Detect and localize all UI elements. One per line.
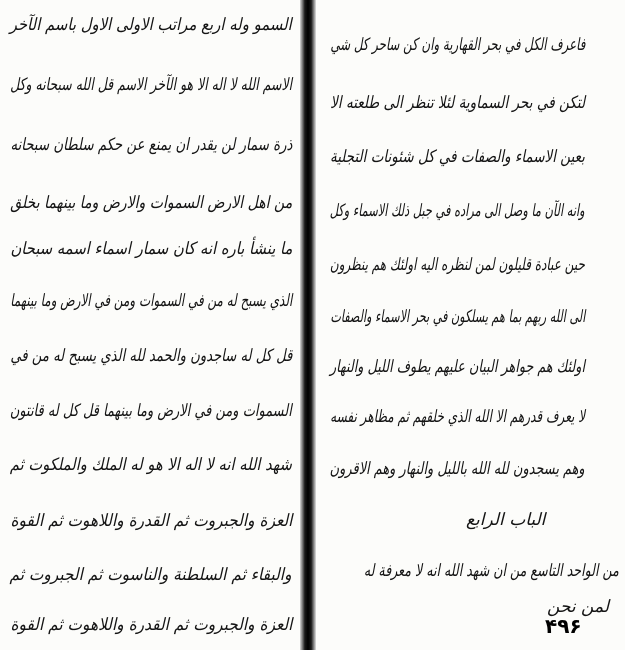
- chapter-heading: الباب الرابع: [466, 510, 546, 530]
- right-line-2: لتكن في بحر السماوية لئلا تنظر الى طلعته الا: [330, 93, 585, 113]
- right-line-1: فاعرف الكل في بحر القهارية وان كن ساحر كل شي: [330, 35, 585, 55]
- right-page: [316, 0, 625, 650]
- right-line-9: وهم يسجدون لله الله بالليل والنهار وهم الاقرون: [330, 459, 585, 479]
- right-closing-line-2: لمن نحن: [547, 597, 609, 617]
- left-line-11: والبقاء ثم السلطنة والناسوت ثم الجبروت ثم: [10, 565, 292, 585]
- left-line-8: السموات ومن في الارض وما بينهما قل كل له قانتون: [10, 401, 292, 421]
- left-line-3: ذرة سمار لن يقدر ان يمنع عن حكم سلطان سبحانه: [10, 135, 292, 155]
- left-line-1: السمو وله اربع مراتب الاولى الاول باسم الآخر: [10, 15, 292, 35]
- left-line-6: الذي يسبح له من في السموات ومن في الارض وما بينهما: [10, 291, 292, 311]
- right-line-5: حين عبادة قليلون لمن لنظره اليه اولئك هم ينظرون: [330, 255, 585, 275]
- right-closing-line-1: من الواحد التاسع من ان شهد الله انه لا معرفة له: [364, 561, 619, 581]
- right-line-6: الى الله ربهم بما هم يسلكون في بحر الاسماء والصفات: [330, 307, 585, 327]
- right-line-4: وانه الآن ما وصل الى مراده في جبل ذلك الاسماء وكل: [330, 201, 585, 221]
- left-line-5: ما ينشأ باره انه كان سمار اسماء اسمه سبحان: [10, 239, 292, 259]
- right-line-8: لا يعرف قدرهم الا الله الذي خلقهم ثم مظاهر نفسه: [330, 407, 585, 427]
- left-line-10: العزة والجبروت ثم القدرة واللاهوت ثم القوة: [10, 511, 292, 531]
- left-line-4: من اهل الارض السموات والارض وما بينهما بخلق: [10, 193, 292, 213]
- right-line-3: بعين الاسماء والصفات في كل شئونات التجلية: [330, 147, 585, 167]
- left-line-9: شهد الله انه لا اله الا هو له الملك والملكوت ثم: [10, 455, 292, 475]
- right-line-7: اولئك هم جواهر البيان عليهم يطوف الليل والنهار: [330, 357, 585, 377]
- left-line-12: العزة والجبروت ثم القدرة واللاهوت ثم القوة: [10, 615, 292, 635]
- left-line-7: قل كل له ساجدون والحمد لله الذي يسبح له من في: [10, 346, 292, 366]
- left-line-2: الاسم الله لا اله الا هو الآخر الاسم قل الله سبحانه وكل: [10, 75, 292, 95]
- page-number: ۴۹۶: [545, 614, 582, 638]
